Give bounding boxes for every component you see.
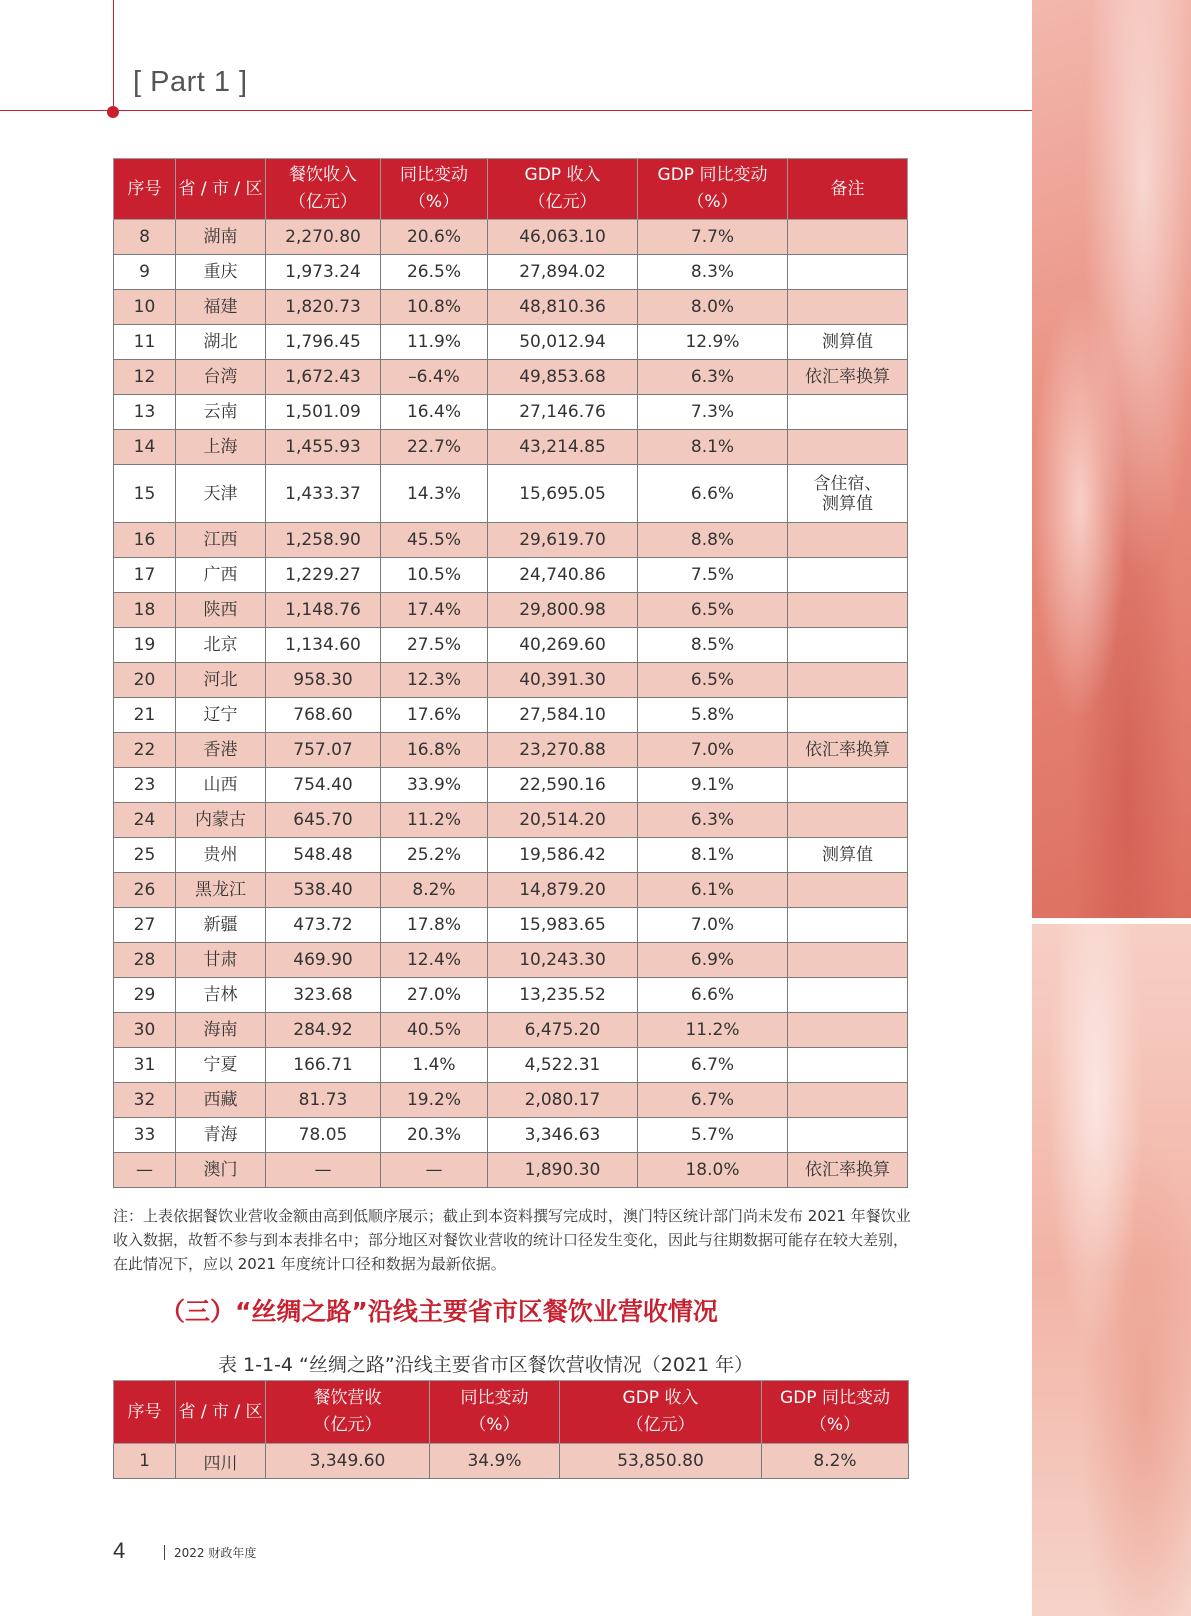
- table-cell: 海南: [176, 1013, 266, 1048]
- table-cell: 34.9%: [430, 1444, 560, 1479]
- table-cell: 469.90: [266, 943, 381, 978]
- table-cell: 27,894.02: [488, 255, 638, 290]
- table-cell: 26.5%: [381, 255, 488, 290]
- table-row: [114, 908, 908, 943]
- table-cell: 27.0%: [381, 978, 488, 1013]
- table-cell: [788, 803, 908, 838]
- table-cell: [788, 255, 908, 290]
- table-cell: 15,983.65: [488, 908, 638, 943]
- table-cell: 广西: [176, 558, 266, 593]
- table-cell: 陕西: [176, 593, 266, 628]
- column-header: GDP 收入 （亿元）: [488, 159, 638, 220]
- table-cell: 46,063.10: [488, 220, 638, 255]
- table-cell: 166.71: [266, 1048, 381, 1083]
- table-cell: 323.68: [266, 978, 381, 1013]
- table-cell: [788, 523, 908, 558]
- table-cell: 26: [114, 873, 176, 908]
- table-cell: 6.6%: [638, 978, 788, 1013]
- table-cell: 30: [114, 1013, 176, 1048]
- column-header: 同比变动 （%）: [381, 159, 488, 220]
- column-header: 备注: [788, 159, 908, 220]
- table-cell: [788, 1083, 908, 1118]
- decorative-photo-bottom: [1032, 924, 1191, 1616]
- column-header: 餐饮收入 （亿元）: [266, 159, 381, 220]
- table-cell: 33: [114, 1118, 176, 1153]
- table-cell: 13: [114, 395, 176, 430]
- table-cell: 天津: [176, 465, 266, 523]
- table-cell: 测算值: [788, 838, 908, 873]
- table-cell: 7.0%: [638, 733, 788, 768]
- table-cell: 10.8%: [381, 290, 488, 325]
- table-cell: 6.5%: [638, 593, 788, 628]
- table-cell: 8.1%: [638, 430, 788, 465]
- table-cell: —: [266, 1153, 381, 1188]
- table-cell: 284.92: [266, 1013, 381, 1048]
- table-cell: 1,433.37: [266, 465, 381, 523]
- table-row: [114, 733, 908, 768]
- table-cell: 12.9%: [638, 325, 788, 360]
- table-cell: 16.4%: [381, 395, 488, 430]
- sub-table-body: [114, 1444, 909, 1479]
- table-cell: [788, 220, 908, 255]
- table-cell: [788, 1048, 908, 1083]
- table-cell: 14: [114, 430, 176, 465]
- table-cell: 8: [114, 220, 176, 255]
- table-cell: 11.2%: [381, 803, 488, 838]
- table-cell: 8.2%: [762, 1444, 909, 1479]
- table-cell: 24,740.86: [488, 558, 638, 593]
- table-cell: 含住宿、 测算值: [788, 465, 908, 523]
- table-cell: 645.70: [266, 803, 381, 838]
- table-cell: 43,214.85: [488, 430, 638, 465]
- table-row: [114, 290, 908, 325]
- table-row: [114, 978, 908, 1013]
- table-cell: 16.8%: [381, 733, 488, 768]
- table-cell: 13,235.52: [488, 978, 638, 1013]
- column-header: 省 / 市 / 区: [176, 159, 266, 220]
- table-cell: 5.7%: [638, 1118, 788, 1153]
- table-cell: 6.3%: [638, 360, 788, 395]
- table-cell: 7.0%: [638, 908, 788, 943]
- table-row: [114, 1444, 909, 1479]
- table-row: [114, 1048, 908, 1083]
- table-cell: 宁夏: [176, 1048, 266, 1083]
- column-header: 省 / 市 / 区: [176, 1381, 266, 1444]
- table-cell: 22: [114, 733, 176, 768]
- table-cell: 1.4%: [381, 1048, 488, 1083]
- table-cell: 78.05: [266, 1118, 381, 1153]
- table-cell: 17: [114, 558, 176, 593]
- table-cell: 山西: [176, 768, 266, 803]
- table-row: [114, 465, 908, 523]
- table-cell: 19: [114, 628, 176, 663]
- table-cell: 20.6%: [381, 220, 488, 255]
- table-cell: 6.6%: [638, 465, 788, 523]
- table-cell: 测算值: [788, 325, 908, 360]
- table-cell: 40.5%: [381, 1013, 488, 1048]
- sub-table-caption: 表 1-1-4 “丝绸之路”沿线主要省市区餐饮营收情况（2021 年）: [218, 1354, 754, 1376]
- column-header: 序号: [114, 159, 176, 220]
- table-cell: 3,346.63: [488, 1118, 638, 1153]
- column-header: 序号: [114, 1381, 176, 1444]
- table-cell: [788, 1118, 908, 1153]
- table-cell: 14,879.20: [488, 873, 638, 908]
- footer-separator: [164, 1545, 165, 1560]
- table-cell: 6.5%: [638, 663, 788, 698]
- table-cell: [788, 593, 908, 628]
- table-cell: 1,973.24: [266, 255, 381, 290]
- table-cell: 25: [114, 838, 176, 873]
- table-cell: 1,229.27: [266, 558, 381, 593]
- table-cell: 依汇率换算: [788, 1153, 908, 1188]
- table-cell: 958.30: [266, 663, 381, 698]
- table-cell: 31: [114, 1048, 176, 1083]
- table-cell: 49,853.68: [488, 360, 638, 395]
- table-row: [114, 1118, 908, 1153]
- table-cell: [788, 698, 908, 733]
- table-cell: 15,695.05: [488, 465, 638, 523]
- table-cell: 6.7%: [638, 1083, 788, 1118]
- table-cell: 1,258.90: [266, 523, 381, 558]
- table-cell: 20.3%: [381, 1118, 488, 1153]
- table-cell: 768.60: [266, 698, 381, 733]
- table-cell: [788, 430, 908, 465]
- table-cell: 5.8%: [638, 698, 788, 733]
- table-cell: 8.1%: [638, 838, 788, 873]
- table-cell: 西藏: [176, 1083, 266, 1118]
- table-cell: 8.8%: [638, 523, 788, 558]
- column-header: GDP 同比变动 （%）: [762, 1381, 909, 1444]
- table-cell: 22.7%: [381, 430, 488, 465]
- table-cell: 1: [114, 1444, 176, 1479]
- table-cell: 2,270.80: [266, 220, 381, 255]
- table-cell: 81.73: [266, 1083, 381, 1118]
- table-cell: 吉林: [176, 978, 266, 1013]
- table-cell: 7.5%: [638, 558, 788, 593]
- table-row: [114, 395, 908, 430]
- table-cell: 北京: [176, 628, 266, 663]
- table-cell: 8.5%: [638, 628, 788, 663]
- main-table-body: [114, 220, 908, 1188]
- table-cell: 33.9%: [381, 768, 488, 803]
- table-cell: 17.4%: [381, 593, 488, 628]
- table-row: [114, 1013, 908, 1048]
- table-cell: 27,584.10: [488, 698, 638, 733]
- table-cell: 12.3%: [381, 663, 488, 698]
- decorative-photo-top: [1032, 0, 1191, 918]
- table-cell: 24: [114, 803, 176, 838]
- table-cell: 重庆: [176, 255, 266, 290]
- table-cell: 内蒙古: [176, 803, 266, 838]
- table-cell: —: [114, 1153, 176, 1188]
- table-cell: 11.2%: [638, 1013, 788, 1048]
- table-cell: 6,475.20: [488, 1013, 638, 1048]
- table-cell: 50,012.94: [488, 325, 638, 360]
- table-cell: 29: [114, 978, 176, 1013]
- table-cell: 10.5%: [381, 558, 488, 593]
- table-cell: 10,243.30: [488, 943, 638, 978]
- table-cell: 11.9%: [381, 325, 488, 360]
- page-number: 4: [113, 1538, 126, 1563]
- table-cell: [788, 1013, 908, 1048]
- table-cell: 11: [114, 325, 176, 360]
- table-cell: 8.2%: [381, 873, 488, 908]
- table-row: [114, 1153, 908, 1188]
- table-cell: 19,586.42: [488, 838, 638, 873]
- table-cell: 6.9%: [638, 943, 788, 978]
- table-cell: 1,820.73: [266, 290, 381, 325]
- table-row: [114, 430, 908, 465]
- table-cell: 29,619.70: [488, 523, 638, 558]
- table-cell: 1,796.45: [266, 325, 381, 360]
- section-title: （三）“丝绸之路”沿线主要省市区餐饮业营收情况: [160, 1297, 718, 1326]
- table-cell: 17.8%: [381, 908, 488, 943]
- table-cell: [788, 978, 908, 1013]
- table-cell: 23,270.88: [488, 733, 638, 768]
- table-cell: 548.48: [266, 838, 381, 873]
- table-cell: 17.6%: [381, 698, 488, 733]
- table-row: [114, 803, 908, 838]
- column-header: 同比变动 （%）: [430, 1381, 560, 1444]
- table-cell: 1,672.43: [266, 360, 381, 395]
- table-row: [114, 628, 908, 663]
- table-cell: 1,890.30: [488, 1153, 638, 1188]
- main-data-table: [113, 158, 908, 1188]
- table-cell: 河北: [176, 663, 266, 698]
- table-cell: 21: [114, 698, 176, 733]
- table-cell: 依汇率换算: [788, 733, 908, 768]
- table-cell: 538.40: [266, 873, 381, 908]
- table-cell: 9.1%: [638, 768, 788, 803]
- table-row: [114, 255, 908, 290]
- table-cell: 湖北: [176, 325, 266, 360]
- table-cell: 40,269.60: [488, 628, 638, 663]
- silk-road-table: [113, 1380, 909, 1479]
- table-cell: 32: [114, 1083, 176, 1118]
- table-row: [114, 873, 908, 908]
- table-cell: 2,080.17: [488, 1083, 638, 1118]
- table-row: [114, 523, 908, 558]
- table-cell: 22,590.16: [488, 768, 638, 803]
- table-cell: —: [381, 1153, 488, 1188]
- table-cell: 28: [114, 943, 176, 978]
- table-cell: 云南: [176, 395, 266, 430]
- table-row: [114, 325, 908, 360]
- table-cell: [788, 943, 908, 978]
- table-cell: 上海: [176, 430, 266, 465]
- table-note: 注：上表依据餐饮业营收金额由高到低顺序展示；截止到本资料撰写完成时，澳门特区统计部门尚未发布 2021 年餐饮业收入数据，故暂不参与到本表排名中；部分地区对餐饮业营收的统计口径发生变化，因此与往期数据可能存在较大差别，在此情况下，应以 2021 年度统计口径和数据为最新依据。: [113, 1207, 911, 1273]
- table-cell: 27.5%: [381, 628, 488, 663]
- table-cell: 江西: [176, 523, 266, 558]
- table-cell: 12.4%: [381, 943, 488, 978]
- table-cell: 4,522.31: [488, 1048, 638, 1083]
- table-cell: 1,148.76: [266, 593, 381, 628]
- table-cell: 6.1%: [638, 873, 788, 908]
- table-cell: 754.40: [266, 768, 381, 803]
- table-cell: 依汇率换算: [788, 360, 908, 395]
- main-table-header-row: [114, 159, 908, 220]
- publication-title: 2022 财政年度: [174, 1546, 257, 1560]
- table-row: [114, 558, 908, 593]
- table-cell: 45.5%: [381, 523, 488, 558]
- sub-table-header-row: [114, 1381, 909, 1444]
- table-row: [114, 838, 908, 873]
- table-cell: 20: [114, 663, 176, 698]
- table-cell: 8.0%: [638, 290, 788, 325]
- table-cell: 7.7%: [638, 220, 788, 255]
- table-cell: 6.7%: [638, 1048, 788, 1083]
- table-cell: 台湾: [176, 360, 266, 395]
- table-cell: 757.07: [266, 733, 381, 768]
- table-cell: 1,134.60: [266, 628, 381, 663]
- header-rule-dot: [107, 106, 119, 118]
- table-cell: 福建: [176, 290, 266, 325]
- table-cell: 12: [114, 360, 176, 395]
- column-header: GDP 同比变动 （%）: [638, 159, 788, 220]
- table-cell: 27,146.76: [488, 395, 638, 430]
- table-cell: 18.0%: [638, 1153, 788, 1188]
- table-row: [114, 698, 908, 733]
- table-cell: [788, 628, 908, 663]
- table-cell: 青海: [176, 1118, 266, 1153]
- table-cell: 7.3%: [638, 395, 788, 430]
- table-cell: 23: [114, 768, 176, 803]
- table-cell: [788, 663, 908, 698]
- column-header: GDP 收入 （亿元）: [560, 1381, 762, 1444]
- table-row: [114, 1083, 908, 1118]
- table-row: [114, 768, 908, 803]
- table-cell: 20,514.20: [488, 803, 638, 838]
- table-cell: 9: [114, 255, 176, 290]
- table-cell: 27: [114, 908, 176, 943]
- table-cell: 19.2%: [381, 1083, 488, 1118]
- table-row: [114, 360, 908, 395]
- table-cell: 甘肃: [176, 943, 266, 978]
- table-cell: 14.3%: [381, 465, 488, 523]
- table-cell: 四川: [176, 1444, 266, 1479]
- table-cell: 25.2%: [381, 838, 488, 873]
- table-cell: –6.4%: [381, 360, 488, 395]
- part-label: [ Part 1 ]: [133, 66, 248, 98]
- table-cell: 16: [114, 523, 176, 558]
- table-cell: [788, 395, 908, 430]
- table-cell: 29,800.98: [488, 593, 638, 628]
- table-cell: 1,501.09: [266, 395, 381, 430]
- table-cell: 6.3%: [638, 803, 788, 838]
- table-row: [114, 593, 908, 628]
- table-cell: [788, 558, 908, 593]
- header-horizontal-rule: [0, 110, 1032, 111]
- table-cell: 53,850.80: [560, 1444, 762, 1479]
- table-cell: 辽宁: [176, 698, 266, 733]
- table-cell: 40,391.30: [488, 663, 638, 698]
- table-cell: 新疆: [176, 908, 266, 943]
- table-cell: 1,455.93: [266, 430, 381, 465]
- table-cell: 10: [114, 290, 176, 325]
- table-cell: [788, 873, 908, 908]
- table-cell: 贵州: [176, 838, 266, 873]
- table-row: [114, 943, 908, 978]
- table-row: [114, 220, 908, 255]
- table-cell: 澳门: [176, 1153, 266, 1188]
- table-cell: 3,349.60: [266, 1444, 430, 1479]
- table-cell: 473.72: [266, 908, 381, 943]
- header-vertical-rule: [113, 0, 114, 113]
- table-cell: 18: [114, 593, 176, 628]
- column-header: 餐饮营收 （亿元）: [266, 1381, 430, 1444]
- table-cell: [788, 290, 908, 325]
- table-cell: [788, 908, 908, 943]
- table-cell: 15: [114, 465, 176, 523]
- table-cell: 48,810.36: [488, 290, 638, 325]
- table-cell: 8.3%: [638, 255, 788, 290]
- table-cell: 香港: [176, 733, 266, 768]
- table-cell: [788, 768, 908, 803]
- table-cell: 湖南: [176, 220, 266, 255]
- table-cell: 黑龙江: [176, 873, 266, 908]
- table-row: [114, 663, 908, 698]
